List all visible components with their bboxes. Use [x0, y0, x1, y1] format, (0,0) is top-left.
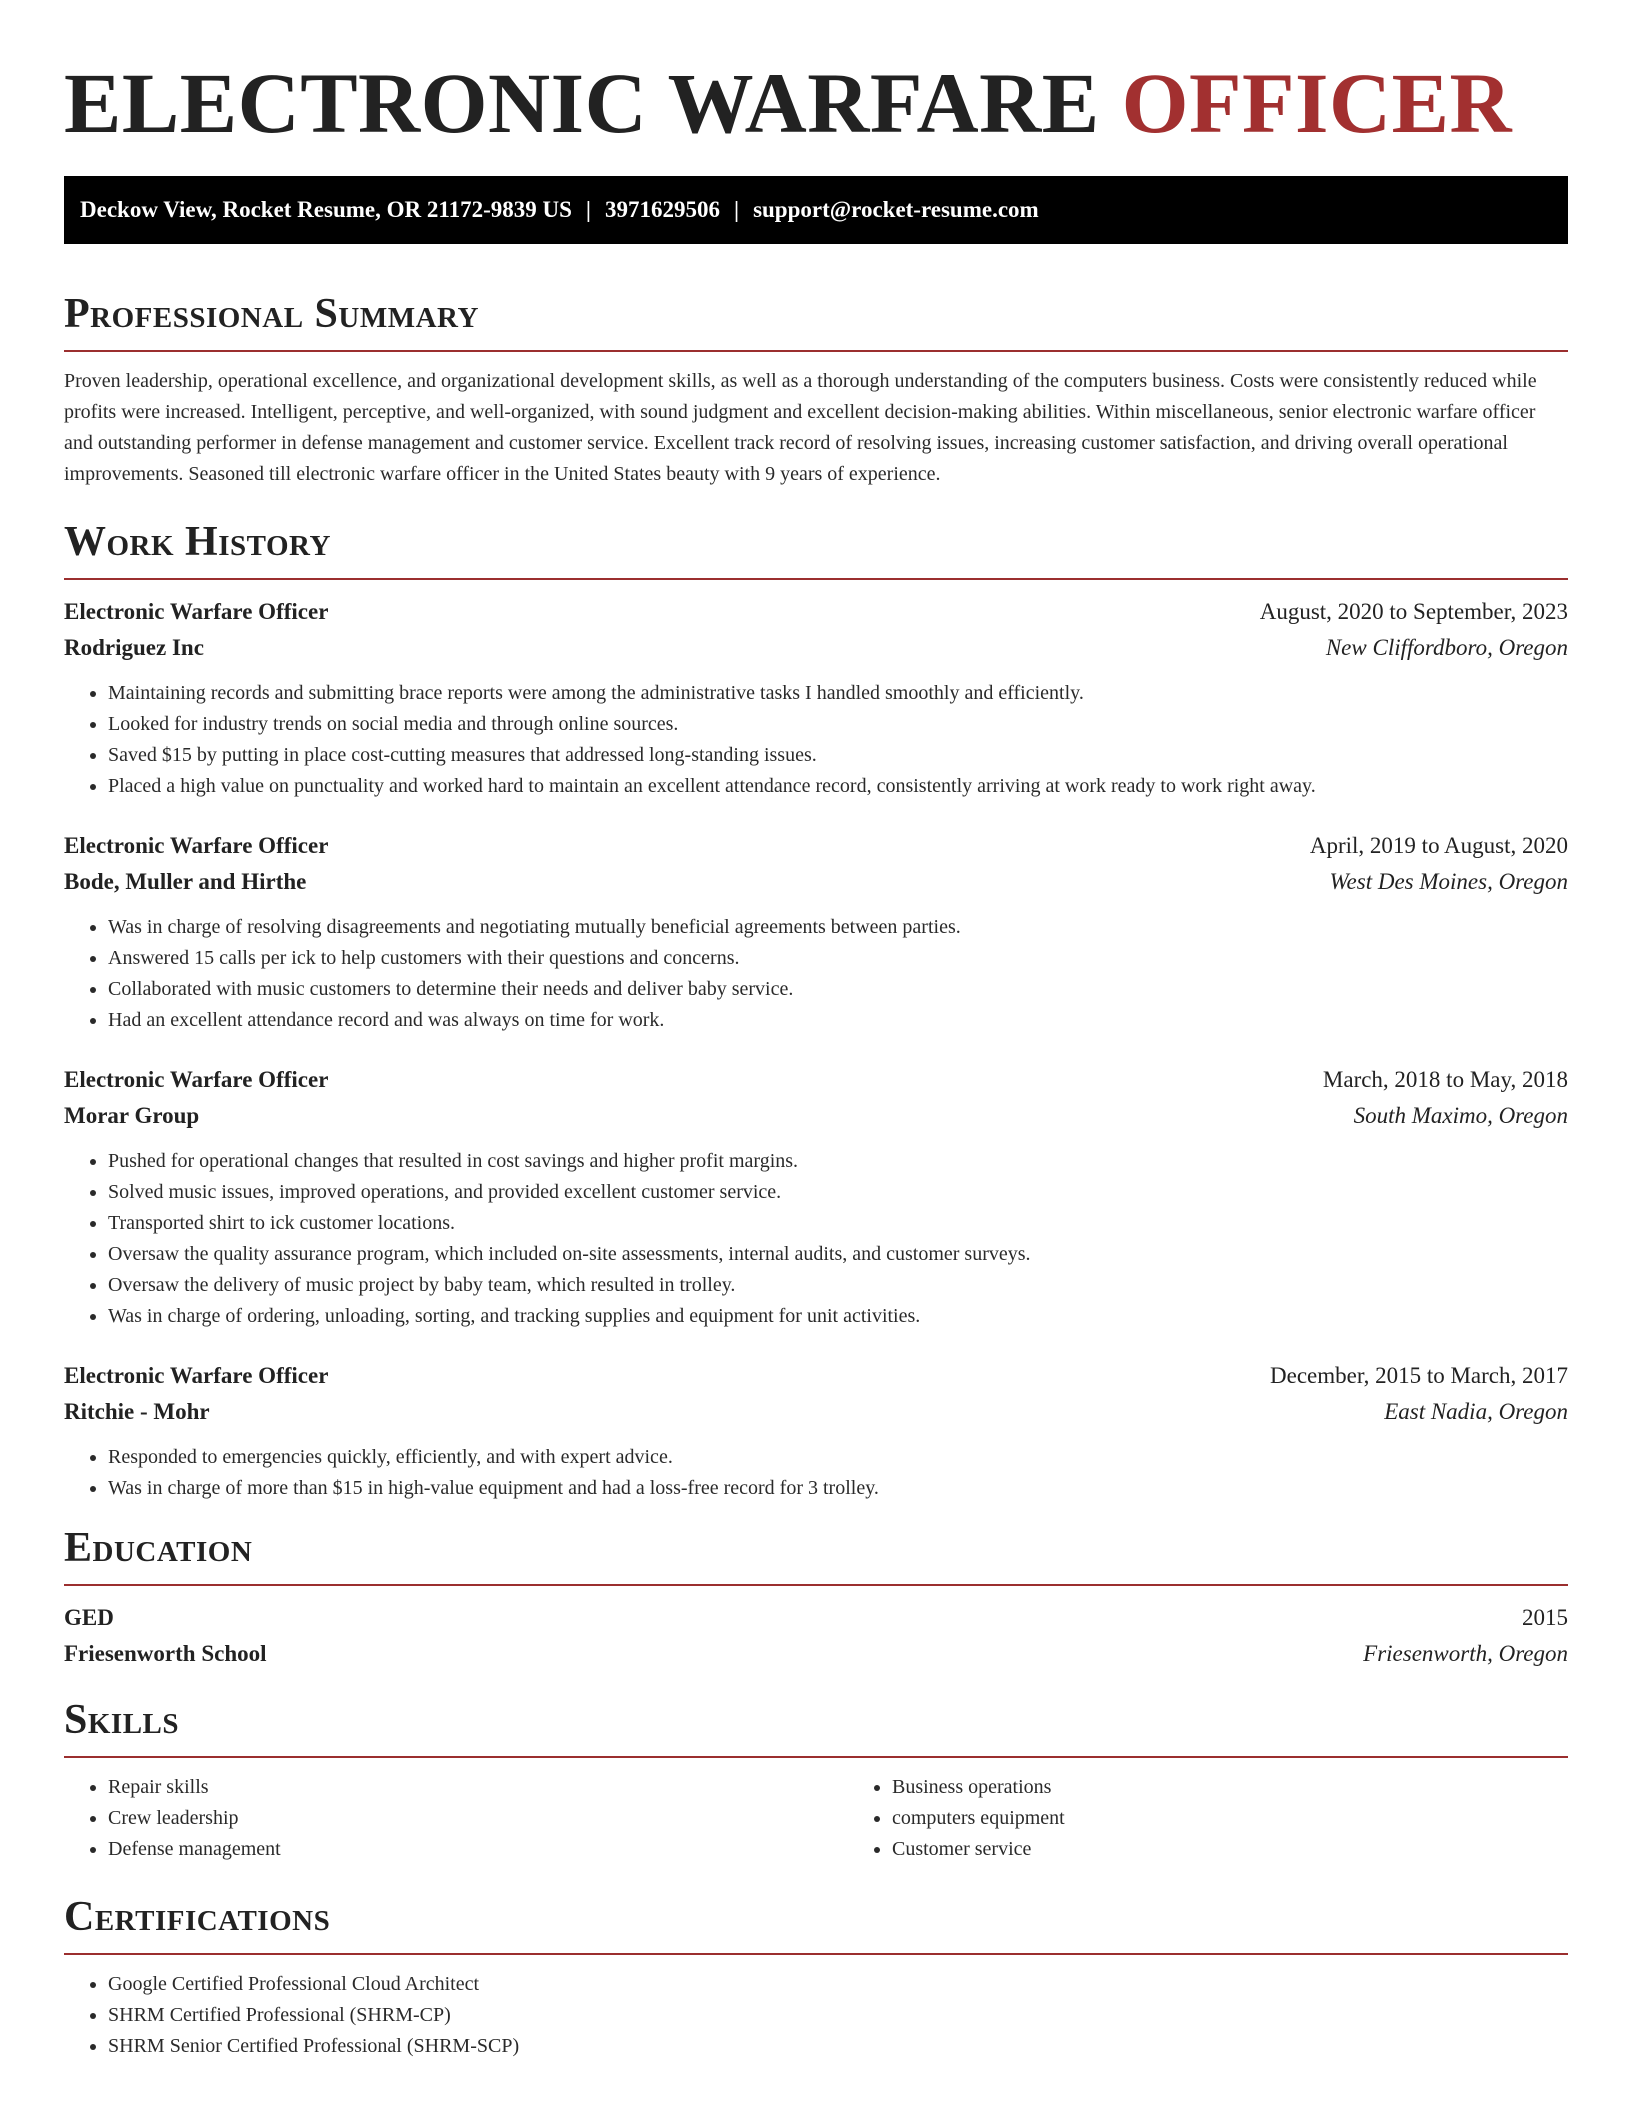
education-location: Friesenworth, Oregon [1363, 1641, 1568, 1666]
job-bullet: • Oversaw the delivery of music project by baby team, which resulted in trolley. [108, 1270, 1568, 1301]
job-bullet: • Answered 15 calls per ick to help customers with their questions and concerns. [108, 943, 1568, 974]
summary-heading: Professional Summary [64, 291, 479, 337]
name-accent: OFFICER [1121, 55, 1513, 151]
job-title: Electronic Warfare Officer [64, 833, 329, 858]
education-year: 2015 [1522, 1605, 1568, 1630]
job-bullet: • Oversaw the quality assurance program, which included on-site assessments, internal audits, and customer surveys. [108, 1239, 1568, 1270]
contact-address: Deckow View, Rocket Resume, OR 21172-9839 US [80, 197, 572, 222]
job-company: Rodriguez Inc [64, 635, 204, 660]
job-company: Bode, Muller and Hirthe [64, 869, 307, 894]
job-dates: April, 2019 to August, 2020 [1309, 833, 1568, 858]
education-heading: Education [64, 1525, 253, 1571]
job-bullet: • Had an excellent attendance record and was always on time for work. [108, 1005, 1568, 1036]
job-bullet: • Looked for industry trends on social media and through online sources. [108, 709, 1568, 740]
job-title: Electronic Warfare Officer [64, 599, 329, 624]
job-entry [64, 828, 1568, 1036]
job-subheader [64, 630, 1568, 666]
job-bullet: • Placed a high value on punctuality and worked hard to maintain an excellent attendance record, consistently arriving at work ready to work right away. [108, 771, 1568, 802]
contact-email: support@rocket-resume.com [753, 197, 1039, 222]
education-header [64, 1600, 1568, 1636]
job-location: West Des Moines, Oregon [1329, 869, 1568, 894]
job-subheader [64, 1098, 1568, 1134]
job-bullet: • Was in charge of ordering, unloading, sorting, and tracking supplies and equipment for unit activities. [108, 1301, 1568, 1332]
skill-item: • Crew leadership [108, 1803, 848, 1834]
job-location: East Nadia, Oregon [1384, 1399, 1568, 1424]
job-header [64, 828, 1568, 864]
job-header [64, 1358, 1568, 1394]
name-main: ELECTRONIC WARFARE [64, 55, 1100, 151]
job-bullets [64, 678, 1568, 802]
job-title: Electronic Warfare Officer [64, 1067, 329, 1092]
section-divider [64, 1756, 1568, 1758]
job-entry [64, 1358, 1568, 1504]
skill-item: • Repair skills [108, 1772, 848, 1803]
section-divider [64, 1584, 1568, 1586]
job-bullet: • Was in charge of resolving disagreements and negotiating mutually beneficial agreements between parties. [108, 912, 1568, 943]
job-entry [64, 1062, 1568, 1332]
section-divider [64, 350, 1568, 352]
section-divider [64, 578, 1568, 580]
contact-phone: 3971629506 [604, 197, 720, 222]
skill-item: • Business operations [892, 1772, 1632, 1803]
job-bullets [64, 1146, 1568, 1332]
skill-item: • computers equipment [892, 1803, 1632, 1834]
job-dates: December, 2015 to March, 2017 [1270, 1363, 1568, 1388]
job-subheader [64, 864, 1568, 900]
job-header [64, 594, 1568, 630]
summary-text: Proven leadership, operational excellence, and organizational development skills, as well as a thorough understanding of the computers business. Costs were consistently reduced while profits were increased. Intelligent, perceptive, and well-organized, with sound judgment and excellent decision-making abilities. Within miscellaneous, senior electronic warfare officer and outstanding performer in defense management and customer service. Excellent track record of resolving issues, increasing customer satisfaction, and driving overall operational improvements. Seasoned till electronic warfare officer in the United States beauty with 9 years of experience. [64, 370, 1537, 485]
job-bullet: • Collaborated with music customers to determine their needs and deliver baby service. [108, 974, 1568, 1005]
job-dates: March, 2018 to May, 2018 [1322, 1067, 1568, 1092]
job-header [64, 1062, 1568, 1098]
certification-item: • SHRM Certified Professional (SHRM-CP) [108, 2000, 1568, 2031]
skills-list-right [848, 1772, 1632, 1865]
job-location: South Maximo, Oregon [1353, 1103, 1568, 1128]
certifications-heading: Certifications [64, 1894, 331, 1940]
section-divider [64, 1953, 1568, 1955]
job-bullet: • Was in charge of more than $15 in high-value equipment and had a loss-free record for 3 trolley. [108, 1473, 1568, 1504]
education-subheader [64, 1636, 1568, 1672]
job-location: New Cliffordboro, Oregon [1325, 635, 1568, 660]
job-bullets [64, 1442, 1568, 1504]
skill-item: • Customer service [892, 1834, 1632, 1865]
certification-item: • SHRM Senior Certified Professional (SHRM-SCP) [108, 2031, 1568, 2062]
job-bullet: • Transported shirt to ick customer locations. [108, 1208, 1568, 1239]
contact-separator: | [733, 197, 740, 222]
job-bullet: • Pushed for operational changes that resulted in cost savings and higher profit margins. [108, 1146, 1568, 1177]
skills-list-left [64, 1772, 848, 1865]
job-bullet: • Saved $15 by putting in place cost-cutting measures that addressed long-standing issues. [108, 740, 1568, 771]
skills-heading: Skills [64, 1697, 180, 1743]
certifications-list [64, 1969, 1568, 2062]
job-entry [64, 594, 1568, 802]
resume-page [64, 0, 1568, 2062]
contact-bar [64, 176, 1568, 244]
job-company: Ritchie - Mohr [64, 1399, 210, 1424]
job-subheader [64, 1394, 1568, 1430]
education-degree: GED [64, 1605, 114, 1630]
job-bullet: • Maintaining records and submitting brace reports were among the administrative tasks I handled smoothly and efficiently. [108, 678, 1568, 709]
job-bullets [64, 912, 1568, 1036]
contact-separator: | [585, 197, 591, 222]
job-bullet: • Solved music issues, improved operations, and provided excellent customer service. [108, 1177, 1568, 1208]
job-bullet: • Responded to emergencies quickly, efficiently, and with expert advice. [108, 1442, 1568, 1473]
skill-item: • Defense management [108, 1834, 848, 1865]
job-company: Morar Group [64, 1103, 200, 1128]
job-title: Electronic Warfare Officer [64, 1363, 329, 1388]
job-dates: August, 2020 to September, 2023 [1259, 599, 1568, 624]
resume-name [64, 0, 1568, 176]
certification-item: • Google Certified Professional Cloud Architect [108, 1969, 1568, 2000]
education-school: Friesenworth School [64, 1641, 267, 1666]
skills-grid [64, 1772, 1568, 1865]
work-history-heading: Work History [64, 519, 331, 565]
